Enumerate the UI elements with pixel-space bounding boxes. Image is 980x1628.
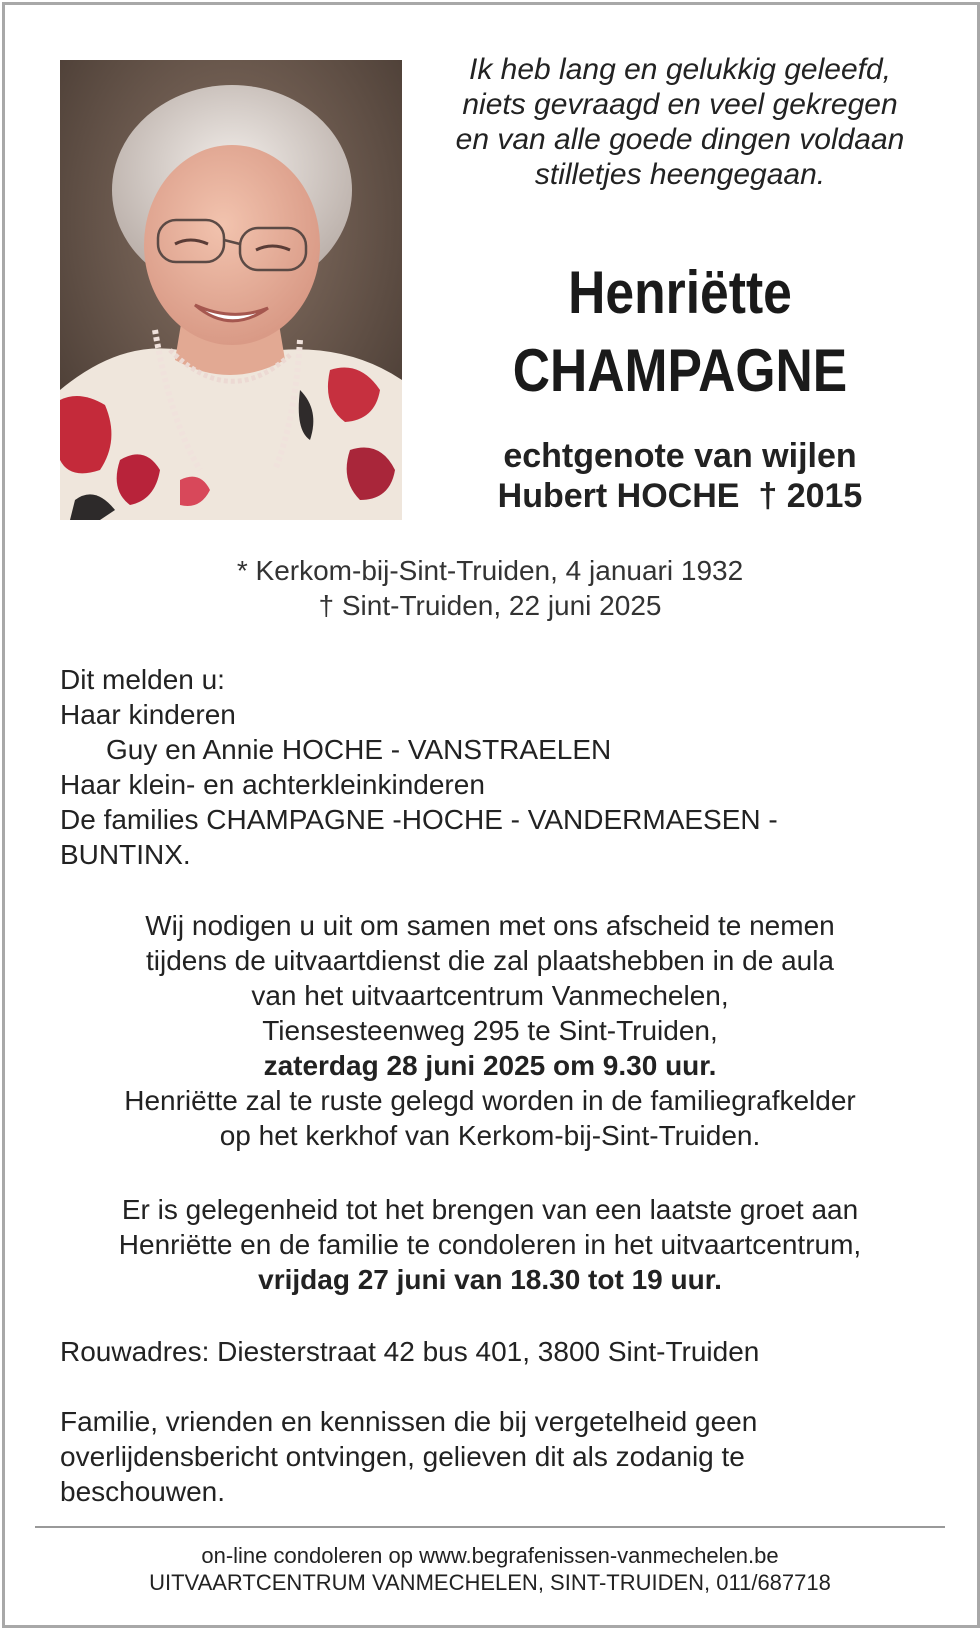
farewell-visitation [40,1192,940,1297]
spouse-name: Hubert HOCHE † 2015 [497,477,863,515]
footer [0,1542,980,1596]
spouse-info [420,436,940,516]
funeral-service [40,908,940,1153]
poem-line: Ik heb lang en gelukkig geleefd, [469,53,891,86]
first-name: Henriëtte [568,259,792,326]
farewell-line: Henriëtte en de familie te condoleren in het uitvaartcentrum, [118,1229,862,1260]
service-line: tijdens de uitvaartdienst die zal plaatshebben in de aula [145,945,835,976]
last-name: CHAMPAGNE [512,337,848,404]
poem-line: en van alle goede dingen voldaan [455,123,905,156]
notice-line: overlijdensbericht ontvingen, gelieven dit als zodanig te [60,1441,745,1472]
announcement [60,662,940,872]
children-label: Haar kinderen [60,699,236,730]
mourning-address: Rouwadres: Diesterstraat 42 bus 401, 3800 Sint-Truiden [60,1336,760,1367]
service-line: op het kerkhof van Kerkom-bij-Sint-Truiden. [219,1120,761,1151]
divider [35,1526,945,1528]
spouse-label: echtgenote van wijlen [503,437,857,475]
poem-line: stilletjes heengegaan. [534,158,826,191]
families-line: De families CHAMPAGNE -HOCHE - VANDERMAESEN - [60,804,778,835]
memorial-poem [420,52,940,192]
service-line: Henriëtte zal te ruste gelegd worden in de familiegrafkelder [124,1085,856,1116]
service-line: Tiensesteenweg 295 te Sint-Truiden, [262,1015,718,1046]
service-line: van het uitvaartcentrum Vanmechelen, [251,980,729,1011]
service-datetime: zaterdag 28 juni 2025 om 9.30 uur. [263,1050,717,1081]
children-names: Guy en Annie HOCHE - VANSTRAELEN [106,734,612,765]
birth-date: * Kerkom-bij-Sint-Truiden, 4 januari 1932 [236,555,744,586]
deceased-name [456,254,903,410]
grandchildren: Haar klein- en achterkleinkinderen [60,769,485,800]
farewell-line: Er is gelegenheid tot het brengen van een laatste groet aan [121,1194,859,1225]
farewell-datetime: vrijdag 27 juni van 18.30 tot 19 uur. [258,1264,722,1295]
notice-line: beschouwen. [60,1476,226,1507]
notice-text [60,1404,940,1509]
families-line: BUNTINX. [60,839,191,870]
funeral-home-info: UITVAARTCENTRUM VANMECHELEN, SINT-TRUIDEN, 011/687718 [149,1570,831,1595]
announce-intro: Dit melden u: [60,664,225,695]
poem-line: niets gevraagd en veel gekregen [462,88,898,121]
condolence-link[interactable]: on-line condoleren op www.begrafenissen-vanmechelen.be [201,1543,779,1568]
portrait-photo [60,60,402,520]
life-dates [0,553,980,623]
notice-line: Familie, vrienden en kennissen die bij vergetelheid geen [60,1406,758,1437]
service-line: Wij nodigen u uit om samen met ons afscheid te nemen [145,910,835,941]
death-date: † Sint-Truiden, 22 juni 2025 [318,590,662,621]
